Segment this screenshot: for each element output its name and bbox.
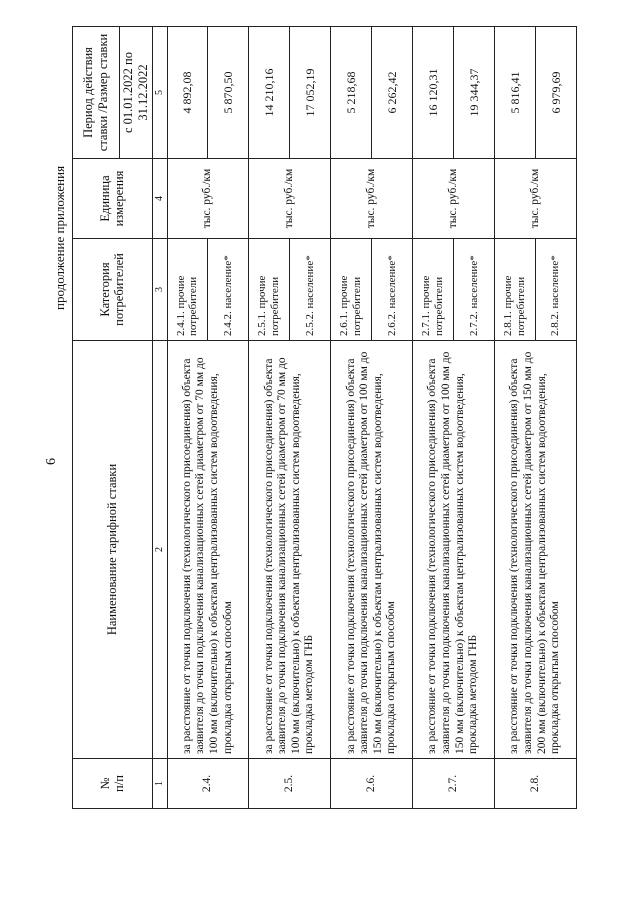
rate-value: 6 979,69 [535, 27, 576, 159]
rate-name: за расстояние от точки подключения (технологического присоединения) объекта заявителя до точки подключения канализационных сетей диаметром от 70 мм до 100 мм (включительно) к объектам централизованных систем водоотведения, прокладка методом ГНБ [249, 341, 331, 759]
table-row [413, 27, 454, 809]
header-unit: Единица измерения [73, 159, 153, 239]
rate-value: 5 870,50 [208, 27, 249, 159]
tariff-table [72, 26, 577, 809]
row-number: 2.7. [413, 759, 495, 809]
rate-value: 16 120,31 [413, 27, 454, 159]
unit: тыс. руб./км [249, 159, 331, 239]
row-number: 2.6. [331, 759, 413, 809]
rate-value: 4 892,08 [167, 27, 208, 159]
page-number: 6 [44, 458, 59, 465]
consumer-category: 2.4.1. прочие потребители [167, 239, 208, 341]
rate-value: 17 052,19 [290, 27, 331, 159]
consumer-category: 2.5.1. прочие потребители [249, 239, 290, 341]
rate-name: за расстояние от точки подключения (технологического присоединения) объекта заявителя до точки подключения канализационных сетей диаметром от 100 мм до 150 мм (включительно) к объектам централизованных систем водоотведения, прокладка открытым способом [331, 341, 413, 759]
consumer-category: 2.8.1. прочие потребители [495, 239, 536, 341]
consumer-category: 2.7.2. население* [454, 239, 495, 341]
rate-value: 5 816,41 [495, 27, 536, 159]
table-row [167, 27, 208, 809]
table-row [495, 27, 536, 809]
rate-name: за расстояние от точки подключения (технологического присоединения) объекта заявителя до точки подключения канализационных сетей диаметром от 70 мм до 100 мм (включительно) к объектам централизованных систем водоотведения, прокладка открытым способом [167, 341, 249, 759]
table-row [249, 27, 290, 809]
consumer-category: 2.6.1. прочие потребители [331, 239, 372, 341]
unit: тыс. руб./км [331, 159, 413, 239]
header-name: Наименование тарифной ставки [73, 341, 153, 759]
consumer-category: 2.5.2. население* [290, 239, 331, 341]
column-number: 4 [152, 159, 167, 239]
header-no: № п/п [73, 759, 153, 809]
rate-value: 14 210,16 [249, 27, 290, 159]
consumer-category: 2.4.2. население* [208, 239, 249, 341]
header-category: Категория потребителей [73, 239, 153, 341]
column-number: 5 [152, 27, 167, 159]
rate-value: 6 262,42 [372, 27, 413, 159]
header-period-range: с 01.01.2022 по 31.12.2022 [120, 27, 153, 159]
table-row [331, 27, 372, 809]
unit: тыс. руб./км [167, 159, 249, 239]
rate-name: за расстояние от точки подключения (технологического присоединения) объекта заявителя до точки подключения канализационных сетей диаметром от 150 мм до 200 мм (включительно) к объектам централизованных систем водоотведения, прокладка открытым способом [495, 341, 577, 759]
continuation-label: продолжение приложения [52, 165, 67, 310]
row-number: 2.5. [249, 759, 331, 809]
rate-value: 19 344,37 [454, 27, 495, 159]
consumer-category: 2.6.2. население* [372, 239, 413, 341]
column-number: 2 [152, 341, 167, 759]
rate-value: 5 218,68 [331, 27, 372, 159]
consumer-category: 2.7.1. прочие потребители [413, 239, 454, 341]
row-number: 2.8. [495, 759, 577, 809]
column-number: 3 [152, 239, 167, 341]
header-period-title: Период действия ставки /Размер ставки [73, 27, 120, 159]
row-number: 2.4. [167, 759, 249, 809]
column-number: 1 [152, 759, 167, 809]
unit: тыс. руб./км [413, 159, 495, 239]
unit: тыс. руб./км [495, 159, 577, 239]
consumer-category: 2.8.2. население* [535, 239, 576, 341]
rate-name: за расстояние от точки подключения (технологического присоединения) объекта заявителя до точки подключения канализационных сетей диаметром от 100 мм до 150 мм (включительно) к объектам централизованных систем водоотведения, прокладка методом ГНБ [413, 341, 495, 759]
